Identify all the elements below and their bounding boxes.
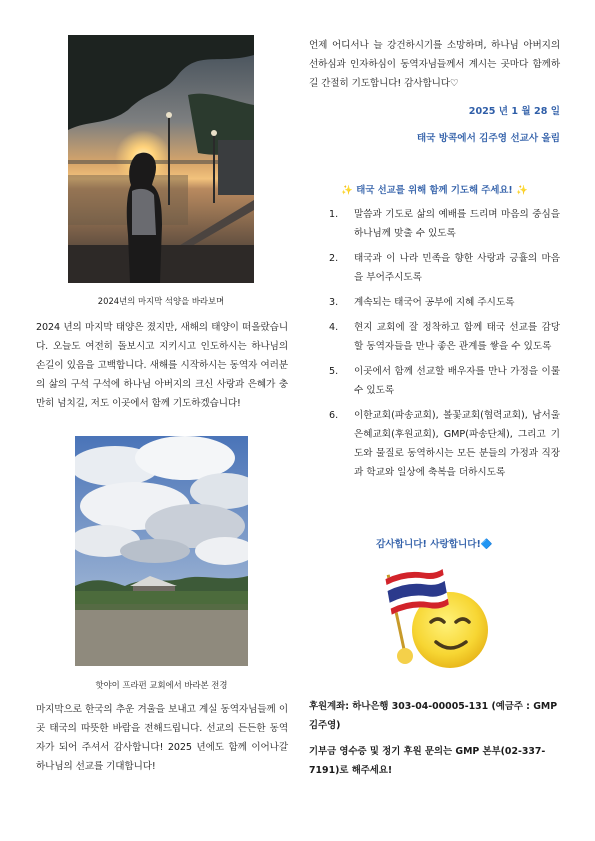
- prayer-item: [329, 293, 560, 312]
- prayer-item: [329, 318, 560, 356]
- prayer-title: ✨ 태국 선교를 위해 함께 기도해 주세요! ✨: [341, 185, 528, 196]
- prayer-item-text: 계속되는 태국어 공부에 지혜 주시도록: [354, 297, 515, 308]
- prayer-item-number: 6.: [329, 410, 339, 421]
- donation-account: 후원계좌: 하나은행 303-04-00005-131 (예금주 : GMP 김주영): [309, 701, 558, 731]
- prayer-item-text: 태국과 이 나라 민족을 향한 사랑과 긍휼의 마음을 부어주시도록: [354, 253, 560, 283]
- prayer-item-number: 4.: [329, 322, 339, 333]
- left-paragraph-1: 2024 년의 마지막 태양은 졌지만, 새해의 태양이 떠올랐습니다. 오늘도 여전히 돌보시고 지키시고 인도하시는 하나님의 손길이 있음을 고백합니다. 새해를 시작하시는 동역자 여러분의 삶의 구석 구석에 하나님 아버지의 크신 사랑과 은혜가 충만히 넘치길, 저도 이곳에서 함께 기도하겠습니다!: [36, 322, 288, 409]
- donation-inquiry: 기부금 영수증 및 정기 후원 문의는 GMP 본부(02-337-7191)로 해주세요!: [309, 746, 546, 776]
- prayer-item-text: 이곳에서 함께 선교할 배우자를 만나 가정을 이룰 수 있도록: [354, 366, 560, 396]
- prayer-item-text: 말씀과 기도로 삶의 예배를 드리며 마음의 중심을 하나님께 맞출 수 있도록: [354, 209, 560, 239]
- prayer-item-text: 현지 교회에 잘 정착하고 함께 태국 선교를 감당할 동역자들을 만나 좋은 관계를 쌓을 수 있도록: [354, 322, 560, 352]
- intro-paragraph: 언제 어디서나 늘 강건하시기를 소망하며, 하나님 아버지의 선하심과 인자하심이 동역자님들께서 계시는 곳마다 함께하길 간절히 기도합니다! 감사합니다♡: [309, 40, 560, 89]
- prayer-item-number: 5.: [329, 366, 339, 377]
- left-paragraph-2: 마지막으로 한국의 추운 겨울을 보내고 계실 동역자님들께 이곳 태국의 따뜻한 바람을 전해드립니다. 선교의 든든한 동역자가 되어 주셔서 감사합니다! 2025 년에도 함께 이어나갈 하나님의 선교를 기대합니다!: [36, 704, 288, 772]
- prayer-item-number: 3.: [329, 297, 339, 308]
- letter-date: 2025 년 1 월 28 일: [468, 106, 560, 117]
- prayer-item: [329, 205, 560, 243]
- thanks-line: 감사합니다! 사랑합니다!🔷: [376, 539, 493, 550]
- thailand-flag-smiling-face-icon: [376, 566, 494, 670]
- prayer-item: [329, 406, 560, 482]
- church-view-photo: [75, 436, 248, 666]
- prayer-item: [329, 249, 560, 287]
- prayer-item-number: 2.: [329, 253, 339, 264]
- photo1-caption: 2024년의 마지막 석양을 바라보며: [97, 296, 225, 306]
- photo2-caption: 핫야이 프라펀 교회에서 바라본 전경: [95, 680, 228, 690]
- sunset-photo: [68, 35, 254, 283]
- prayer-list: [329, 205, 560, 488]
- prayer-item-text: 이한교회(파송교회), 볼꽃교회(협력교회), 남서울은혜교회(후원교회), GMP(파송단체), 그리고 기도와 물질로 동역하시는 모든 분들의 가정과 직장과 학교와 일상에 축복을 더하시도록: [354, 410, 560, 478]
- prayer-item: [329, 362, 560, 400]
- prayer-item-number: 1.: [329, 209, 339, 220]
- letter-signature: 태국 방콕에서 김주영 선교사 올림: [416, 133, 560, 144]
